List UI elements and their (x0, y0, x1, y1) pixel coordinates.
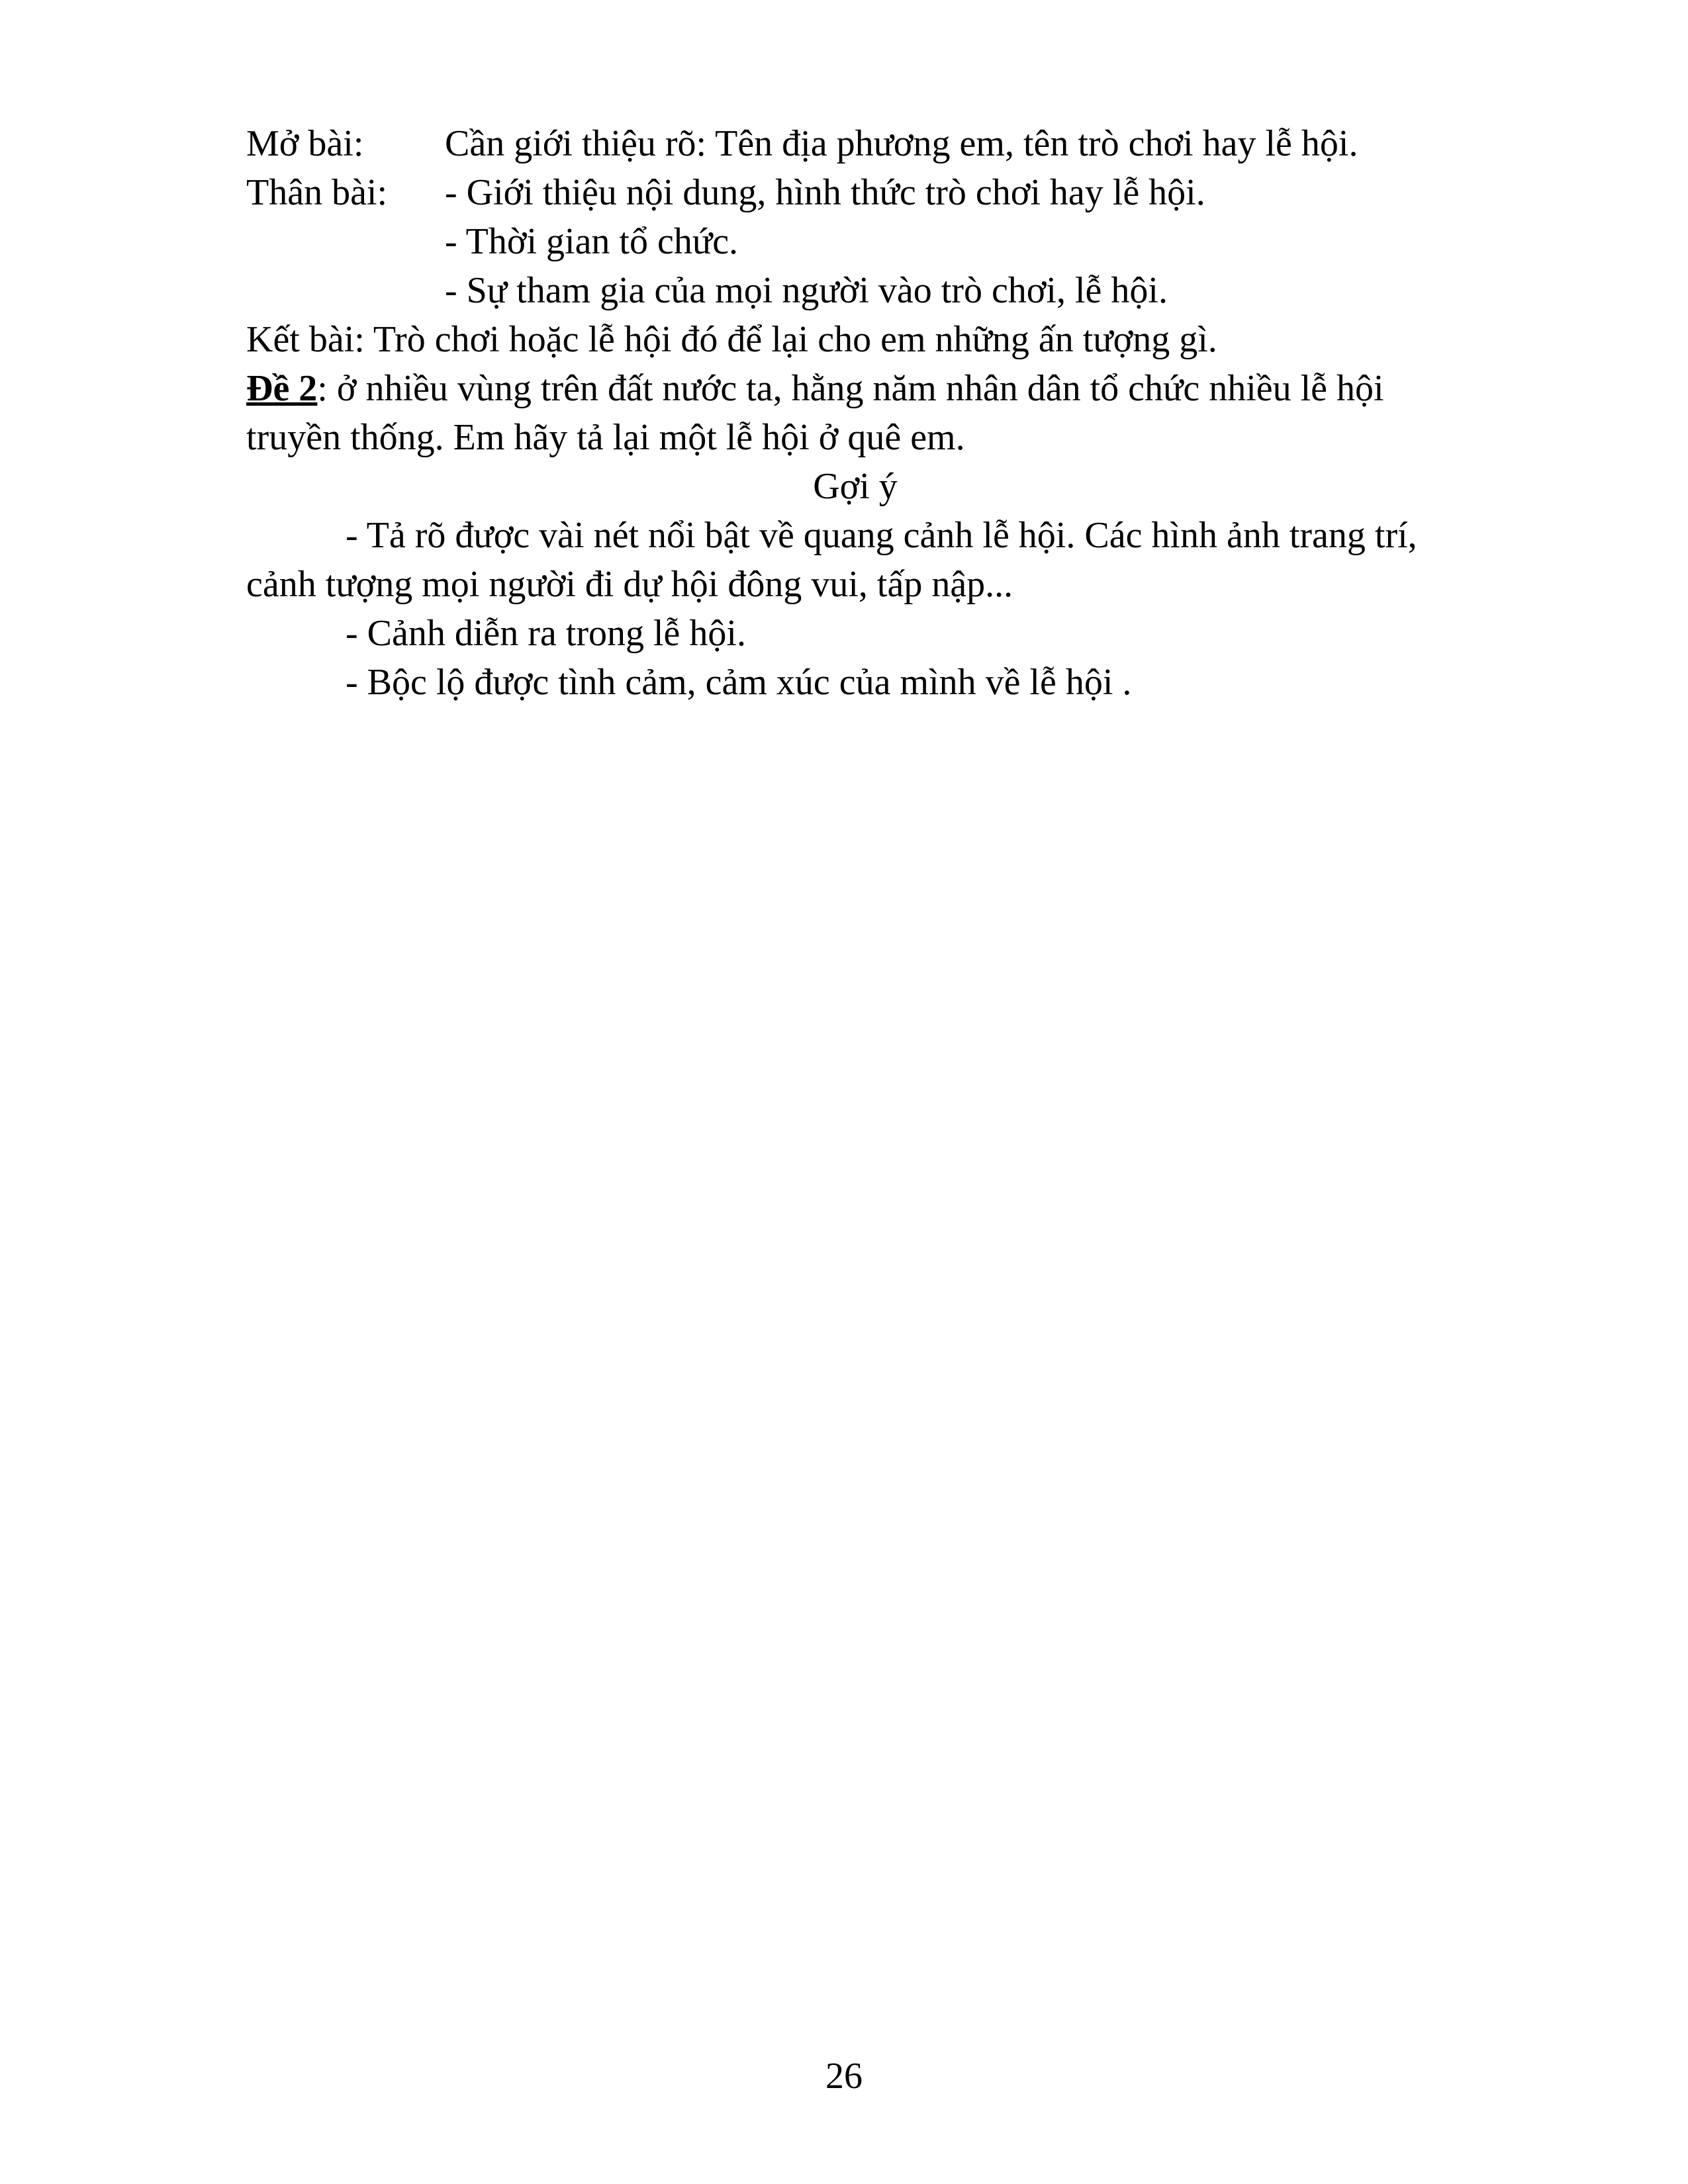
page-content (246, 119, 1464, 707)
goi-y-item-1-line-1: - Tả rõ được vài nét nổi bật về quang cảnh lễ hội. Các hình ảnh trang trí, (346, 515, 1417, 556)
de2-line-1 (246, 364, 1464, 413)
than-bai-item-2: - Thời gian tổ chức. (445, 221, 739, 262)
mo-bai-text: Cần giới thiệu rõ: Tên địa phương em, tên trò chơi hay lễ hội. (445, 123, 1358, 164)
than-bai-row (246, 168, 1464, 217)
de2-line-2: truyền thống. Em hãy tả lại một lễ hội ở quê em. (246, 417, 965, 458)
page-number: 26 (825, 2056, 863, 2097)
mo-bai-row (246, 119, 1464, 168)
than-bai-item-3: - Sự tham gia của mọi người vào trò chơi, lễ hội. (445, 270, 1168, 311)
de2-colon: : (317, 368, 328, 409)
goi-y-item-3: - Bộc lộ được tình cảm, cảm xúc của mình về lễ hội . (346, 662, 1132, 703)
than-bai-label: Thân bài: (246, 172, 388, 213)
mo-bai-label: Mở bài: (246, 123, 364, 164)
de2-text-1: ở nhiều vùng trên đất nước ta, hằng năm nhân dân tổ chức nhiều lễ hội (327, 368, 1384, 409)
goi-y-title: Gợi ý (813, 466, 898, 507)
ket-bai-text: Kết bài: Trò chơi hoặc lễ hội đó để lại cho em những ấn tượng gì. (246, 319, 1217, 360)
than-bai-item-1: - Giới thiệu nội dung, hình thức trò chơi hay lễ hội. (445, 172, 1205, 213)
de2-label: Đề 2 (246, 368, 318, 409)
goi-y-item-2: - Cảnh diễn ra trong lễ hội. (346, 613, 746, 654)
goi-y-item-1-line-2: cảnh tượng mọi người đi dự hội đông vui, tấp nập... (246, 564, 1013, 605)
